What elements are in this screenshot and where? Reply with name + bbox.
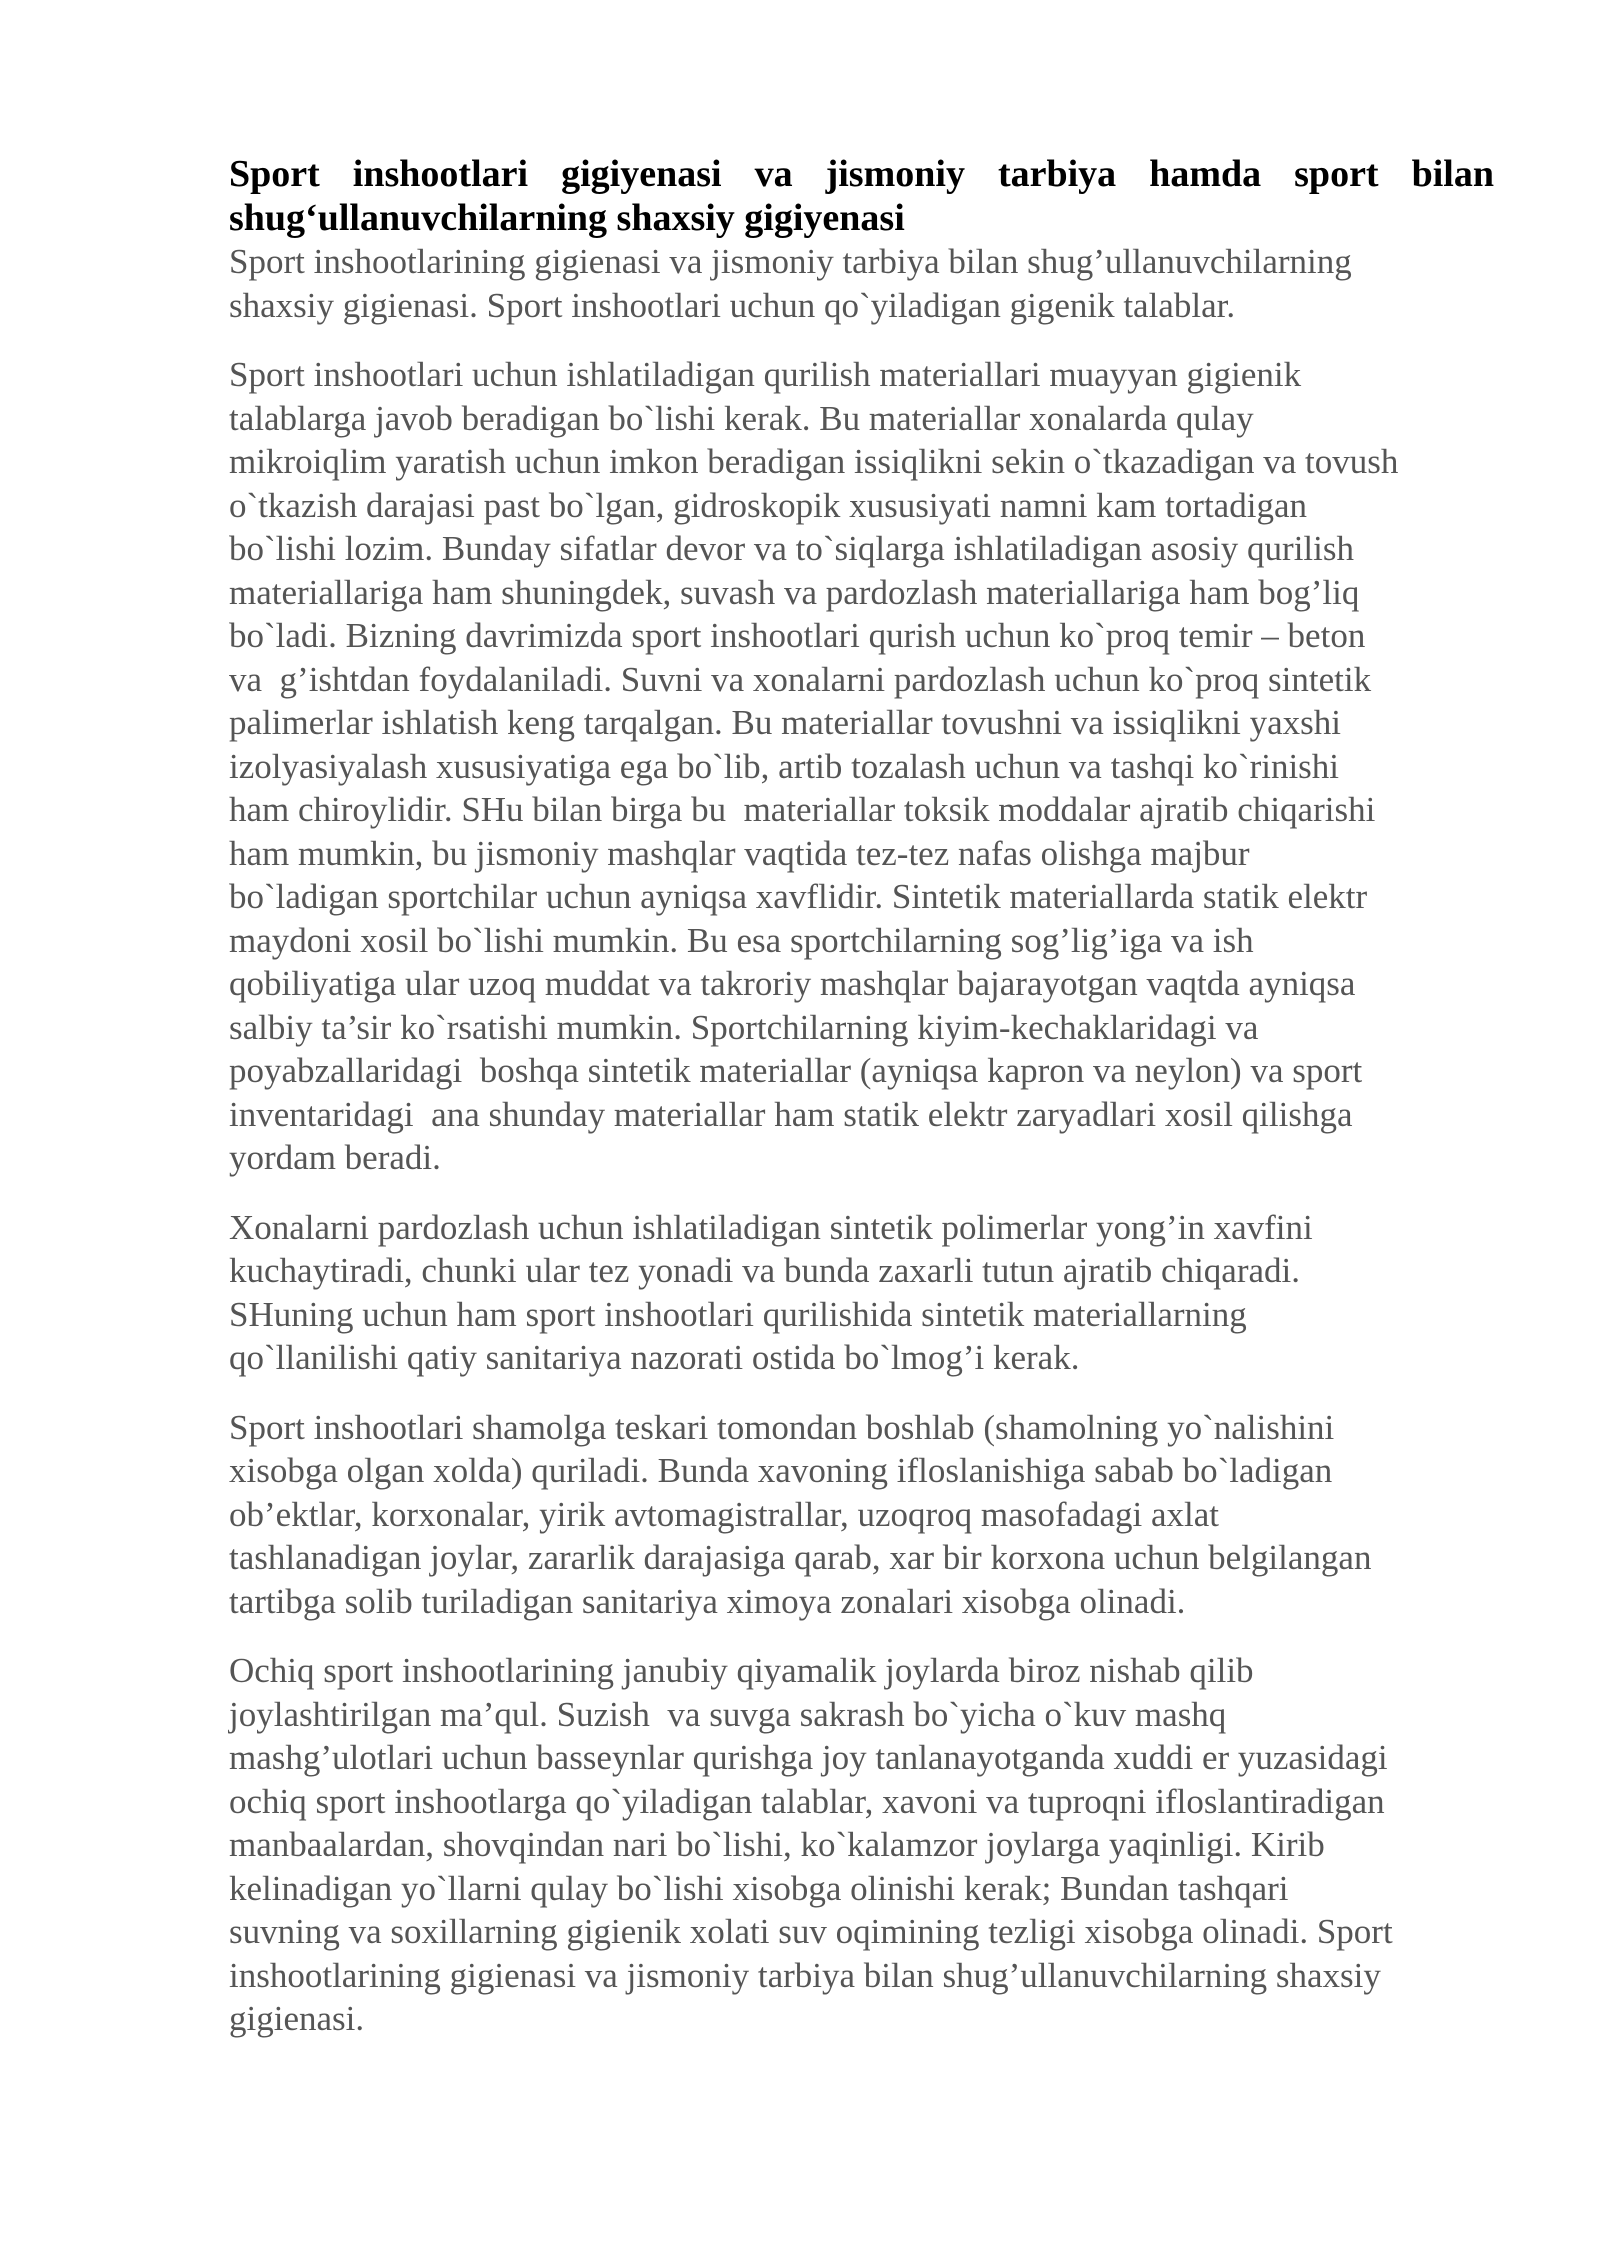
document-page bbox=[229, 152, 1494, 2067]
paragraph-open-facilities: Ochiq sport inshootlarining janubiy qiyamalik joylarda biroz nishab qilib joylashtirilgan ma’qul. Suzish va suvga sakrash bo`yicha o`kuv mashq mashg’ulotlari uchun basseynlar qurishga joy tanlanayotganda xuddi er yuzasidagi ochiq sport inshootlarga qo`yiladigan talablar, xavoni va tuproqni ifloslantiradigan manbaalardan, shovqindan nari bo`lishi, ko`kalamzor joylarga yaqinligi. Kirib kelinadigan yo`llarni qulay bo`lishi xisobga olinishi kerak; Bundan tashqari suvning va soxillarning gigienik xolati suv oqimining tezligi xisobga olinadi. Sport inshootlarining gigienasi va jismoniy tarbiya bilan shug’ullanuvchilarning shaxsiy gigienasi. bbox=[229, 1651, 1393, 2038]
paragraph-synthetic-polymers: Xonalarni pardozlash uchun ishlatiladigan sintetik polimerlar yong’in xavfini kuchaytiradi, chunki ular tez yonadi va bunda zaxarli tutun ajratib chiqaradi. SHuning uchun ham sport inshootlari qurilishida sintetik materiallarning qo`llanilishi qatiy sanitariya nazorati ostida bo`lmog’i kerak. bbox=[229, 1207, 1313, 1377]
paragraph-building-materials: Sport inshootlari uchun ishlatiladigan qurilish materiallari muayyan gigienik talablarga javob beradigan bo`lishi kerak. Bu materiallar xonalarda qulay mikroiqlim yaratish uchun imkon beradigan issiqlikni sekin o`tkazadigan va tovush o`tkazish darajasi past bo`lgan, gidroskopik xususiyati namni kam tortadigan bo`lishi lozim. Bunday sifatlar devor va to`siqlarga ishlatiladigan asosiy qurilish materiallariga ham shuningdek, suvash va pardozlash materiallariga ham bog’liq bo`ladi. Bizning davrimizda sport inshootlari qurish uchun ko`proq temir – beton va g’ishtdan foydalaniladi. Suvni va xonalarni pardozlash uchun ko`proq sintetik palimerlar ishlatish keng tarqalgan. Bu materiallar tovushni va issiqlikni yaxshi izolyasiyalash xususiyatiga ega bo`lib, artib tozalash uchun va tashqi ko`rinishi ham chiroylidir. SHu bilan birga bu materiallar toksik moddalar ajratib chiqarishi ham mumkin, bu jismoniy mashqlar vaqtida tez-tez nafas olishga majbur bo`ladigan sportchilar uchun ayniqsa xavflidir. Sintetik materiallarda statik elektr maydoni xosil bo`lishi mumkin. Bu esa sportchilarning sog’lig’iga va ish qobiliyatiga ular uzoq muddat va takroriy mashqlar bajarayotgan vaqtda ayniqsa salbiy ta’sir ko`rsatishi mumkin. Sportchilarning kiyim-kechaklaridagi va poyabzallaridagi boshqa sintetik materiallar (ayniqsa kapron va neylon) va sport inventaridagi ana shunday materiallar ham statik elektr zaryadlari xosil qilishga yordam beradi. bbox=[229, 355, 1399, 1177]
paragraph-intro: Sport inshootlarining gigienasi va jismoniy tarbiya bilan shug’ullanuvchilarning shaxsiy gigienasi. Sport inshootlari uchun qo`yiladigan gigenik talablar. bbox=[229, 242, 1352, 325]
paragraph-site-location: Sport inshootlari shamolga teskari tomondan boshlab (shamolning yo`nalishini xisobga olgan xolda) quriladi. Bunda xavoning ifloslanishiga sabab bo`ladigan ob’ektlar, korxonalar, yirik avtomagistrallar, uzoqroq masofadagi axlat tashlanadigan joylar, zararlik darajasiga qarab, xar bir korxona uchun belgilangan tartibga solib turiladigan sanitariya ximoya zonalari xisobga olinadi. bbox=[229, 1407, 1372, 1621]
document-title: Sport inshootlari gigiyenasi va jismoniy tarbiya hamda sport bilan shug‘ullanuvchilarning shaxsiy gigiyenasi bbox=[229, 153, 1494, 239]
